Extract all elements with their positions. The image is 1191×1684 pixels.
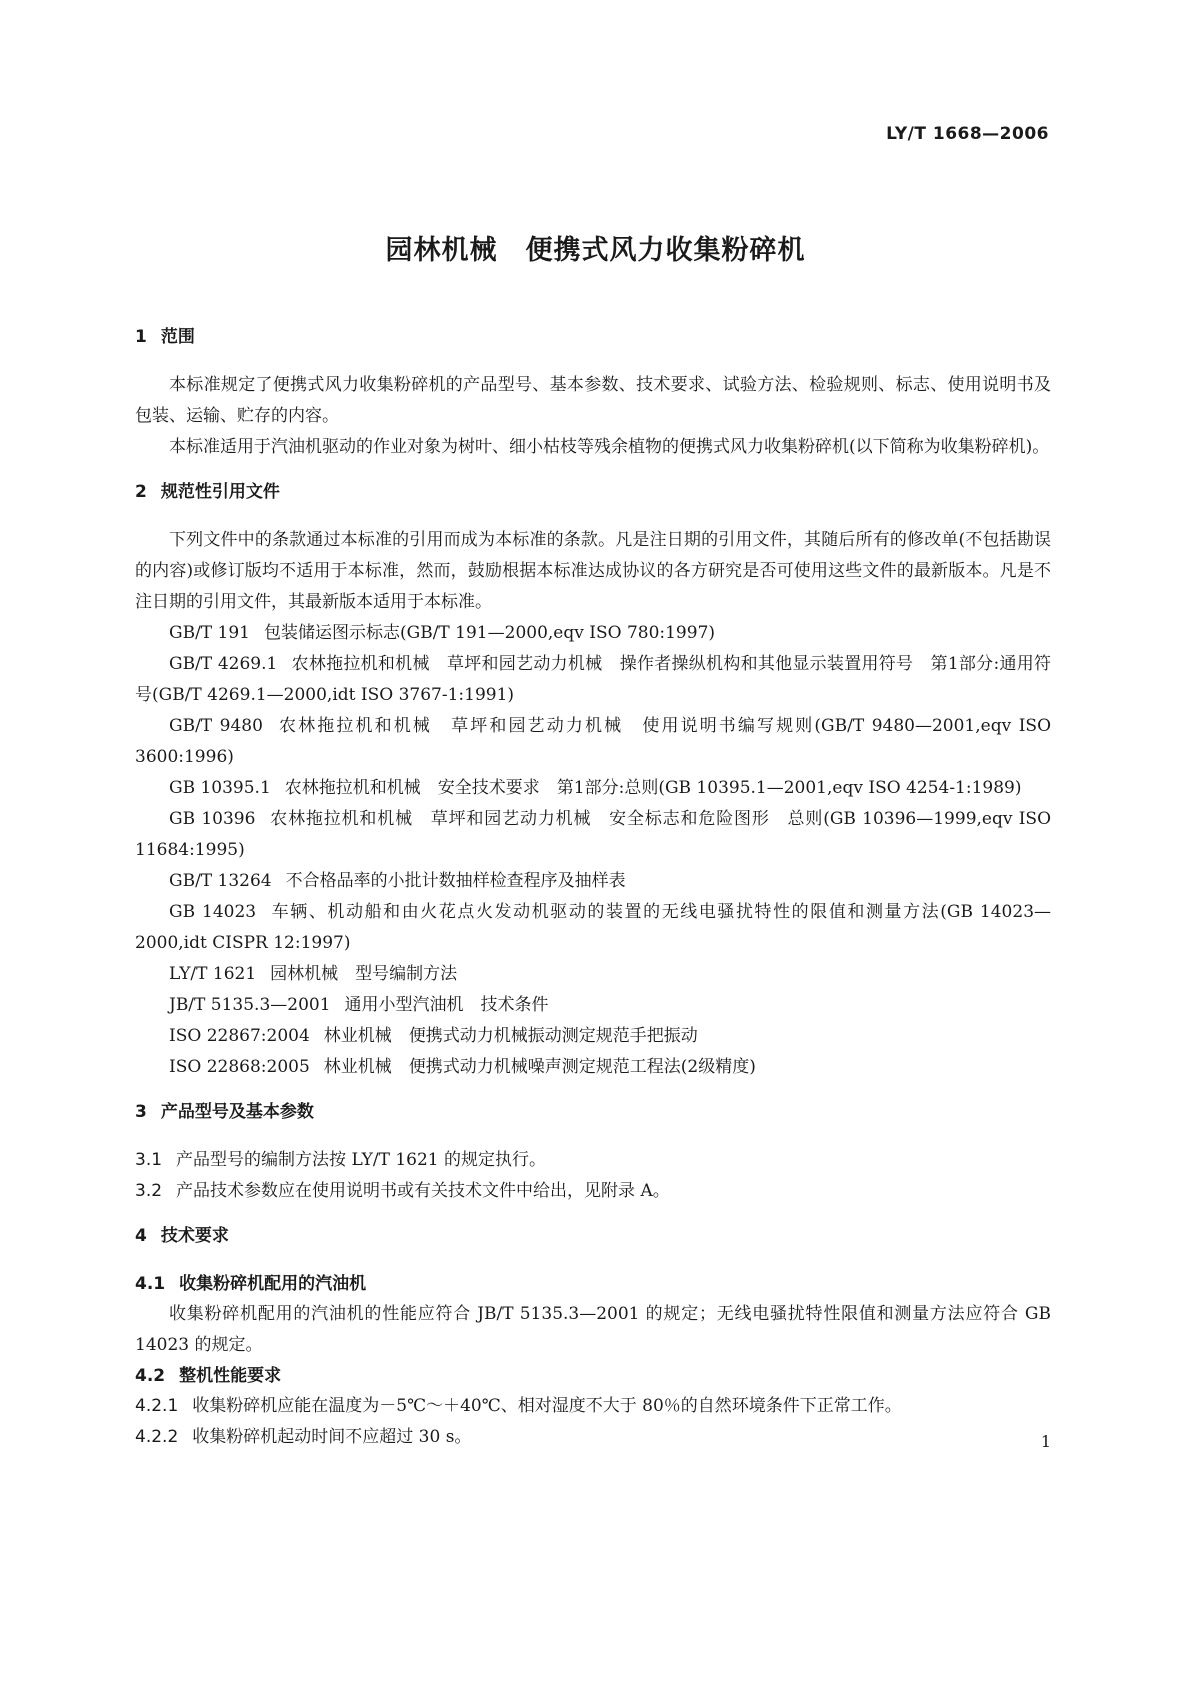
reference-title: 农林拖拉机和机械 草坪和园艺动力机械 使用说明书编写规则(GB/T 9480—2001,eqv ISO 3600:1996) — [135, 716, 1052, 767]
section-1-paragraph-2: 本标准适用于汽油机驱动的作业对象为树叶、细小枯枝等残余植物的便携式风力收集粉碎机(以下简称为收集粉碎机)。 — [169, 437, 1050, 457]
clause-number: 4.2.2 — [135, 1427, 179, 1447]
subsection-number: 4.1 — [135, 1274, 166, 1294]
section-1-paragraph-1: 本标准规定了便携式风力收集粉碎机的产品型号、基本参数、技术要求、试验方法、检验规则、标志、使用说明书及包装、运输、贮存的内容。 — [135, 375, 1051, 426]
standard-number: LY/T 1668—2006 — [886, 124, 1049, 144]
clause-item — [135, 1145, 1051, 1176]
reference-code: JB/T 5135.3—2001 — [169, 995, 331, 1015]
clause-text: 产品型号的编制方法按 LY/T 1621 的规定执行。 — [176, 1150, 547, 1170]
reference-code: ISO 22867:2004 — [169, 1026, 310, 1046]
document-title — [0, 228, 1191, 267]
clause-item — [135, 1176, 1051, 1207]
title-part-2: 便携式风力收集粉碎机 — [525, 235, 806, 266]
title-part-1: 园林机械 — [385, 235, 498, 266]
reference-title: 林业机械 便携式动力机械振动测定规范手把振动 — [323, 1026, 698, 1046]
section-2-heading — [135, 477, 1051, 507]
section-title: 技术要求 — [160, 1226, 229, 1246]
reference-code: GB 14023 — [169, 902, 257, 922]
section-number: 3 — [135, 1102, 147, 1122]
clause-number: 4.2.1 — [135, 1396, 179, 1416]
reference-title: 农林拖拉机和机械 草坪和园艺动力机械 操作者操纵机构和其他显示装置用符号 第1部分:通用符号(GB/T 4269.1—2000,idt ISO 3767-1:1991) — [135, 654, 1051, 705]
reference-code: GB/T 4269.1 — [169, 654, 278, 674]
clause-number: 3.2 — [135, 1181, 163, 1201]
reference-item — [135, 990, 1051, 1021]
reference-item — [135, 649, 1051, 711]
clause-item — [135, 1391, 1051, 1422]
subsection-4-1-text: 收集粉碎机配用的汽油机的性能应符合 JB/T 5135.3—2001 的规定；无线电骚扰特性限值和测量方法应符合 GB 14023 的规定。 — [135, 1304, 1051, 1355]
reference-code: GB 10396 — [169, 809, 256, 829]
clause-text: 收集粉碎机应能在温度为－5℃～＋40℃、相对湿度不大于 80％的自然环境条件下正常工作。 — [192, 1396, 902, 1416]
reference-title: 通用小型汽油机 技术条件 — [344, 995, 549, 1015]
section-4-heading — [135, 1221, 1051, 1251]
reference-code: GB/T 191 — [169, 623, 250, 643]
section-title: 规范性引用文件 — [160, 482, 280, 502]
section-number: 1 — [135, 327, 147, 347]
clause-text: 收集粉碎机起动时间不应超过 30 s。 — [192, 1427, 472, 1447]
reference-item — [135, 1052, 1051, 1083]
clause-text: 产品技术参数应在使用说明书或有关技术文件中给出，见附录 A。 — [176, 1181, 670, 1201]
section-title: 产品型号及基本参数 — [160, 1102, 314, 1122]
reference-title: 农林拖拉机和机械 草坪和园艺动力机械 安全标志和危险图形 总则(GB 10396—1999,eqv ISO 11684:1995) — [135, 809, 1051, 860]
reference-code: LY/T 1621 — [169, 964, 257, 984]
document-body — [135, 322, 1051, 1453]
section-2-intro: 下列文件中的条款通过本标准的引用而成为本标准的条款。凡是注日期的引用文件，其随后所有的修改单(不包括勘误的内容)或修订版均不适用于本标准，然而，鼓励根据本标准达成协议的各方研究是否可使用这些文件的最新版本。凡是不注日期的引用文件，其最新版本适用于本标准。 — [135, 530, 1051, 612]
reference-code: ISO 22868:2005 — [169, 1057, 310, 1077]
page-number: 1 — [1040, 1432, 1051, 1451]
clause-item — [135, 1422, 1051, 1453]
reference-title: 园林机械 型号编制方法 — [270, 964, 458, 984]
subsection-number: 4.2 — [135, 1366, 166, 1386]
reference-item — [135, 1021, 1051, 1052]
subsection-4-1-heading — [135, 1269, 1051, 1299]
reference-item — [135, 804, 1051, 866]
subsection-title: 整机性能要求 — [179, 1366, 282, 1386]
reference-title: 不合格品率的小批计数抽样检查程序及抽样表 — [285, 871, 626, 891]
subsection-4-2-heading — [135, 1361, 1051, 1391]
section-number: 2 — [135, 482, 147, 502]
section-title: 范围 — [160, 327, 195, 347]
reference-item — [135, 773, 1051, 804]
reference-code: GB 10395.1 — [169, 778, 271, 798]
section-3-heading — [135, 1097, 1051, 1127]
reference-item — [135, 959, 1051, 990]
section-1-heading — [135, 322, 1051, 352]
reference-item — [135, 618, 1051, 649]
reference-title: 农林拖拉机和机械 安全技术要求 第1部分:总则(GB 10395.1—2001,eqv ISO 4254-1:1989) — [284, 778, 1022, 798]
reference-item — [135, 897, 1051, 959]
reference-code: GB/T 13264 — [169, 871, 272, 891]
reference-item — [135, 866, 1051, 897]
clause-number: 3.1 — [135, 1150, 163, 1170]
section-number: 4 — [135, 1226, 147, 1246]
reference-code: GB/T 9480 — [169, 716, 263, 736]
reference-title: 林业机械 便携式动力机械噪声测定规范工程法(2级精度) — [323, 1057, 756, 1077]
reference-title: 包装储运图示标志(GB/T 191—2000,eqv ISO 780:1997) — [264, 623, 716, 643]
subsection-title: 收集粉碎机配用的汽油机 — [179, 1274, 367, 1294]
reference-item — [135, 711, 1051, 773]
reference-title: 车辆、机动船和由火花点火发动机驱动的装置的无线电骚扰特性的限值和测量方法(GB 14023—2000,idt CISPR 12:1997) — [135, 902, 1052, 953]
